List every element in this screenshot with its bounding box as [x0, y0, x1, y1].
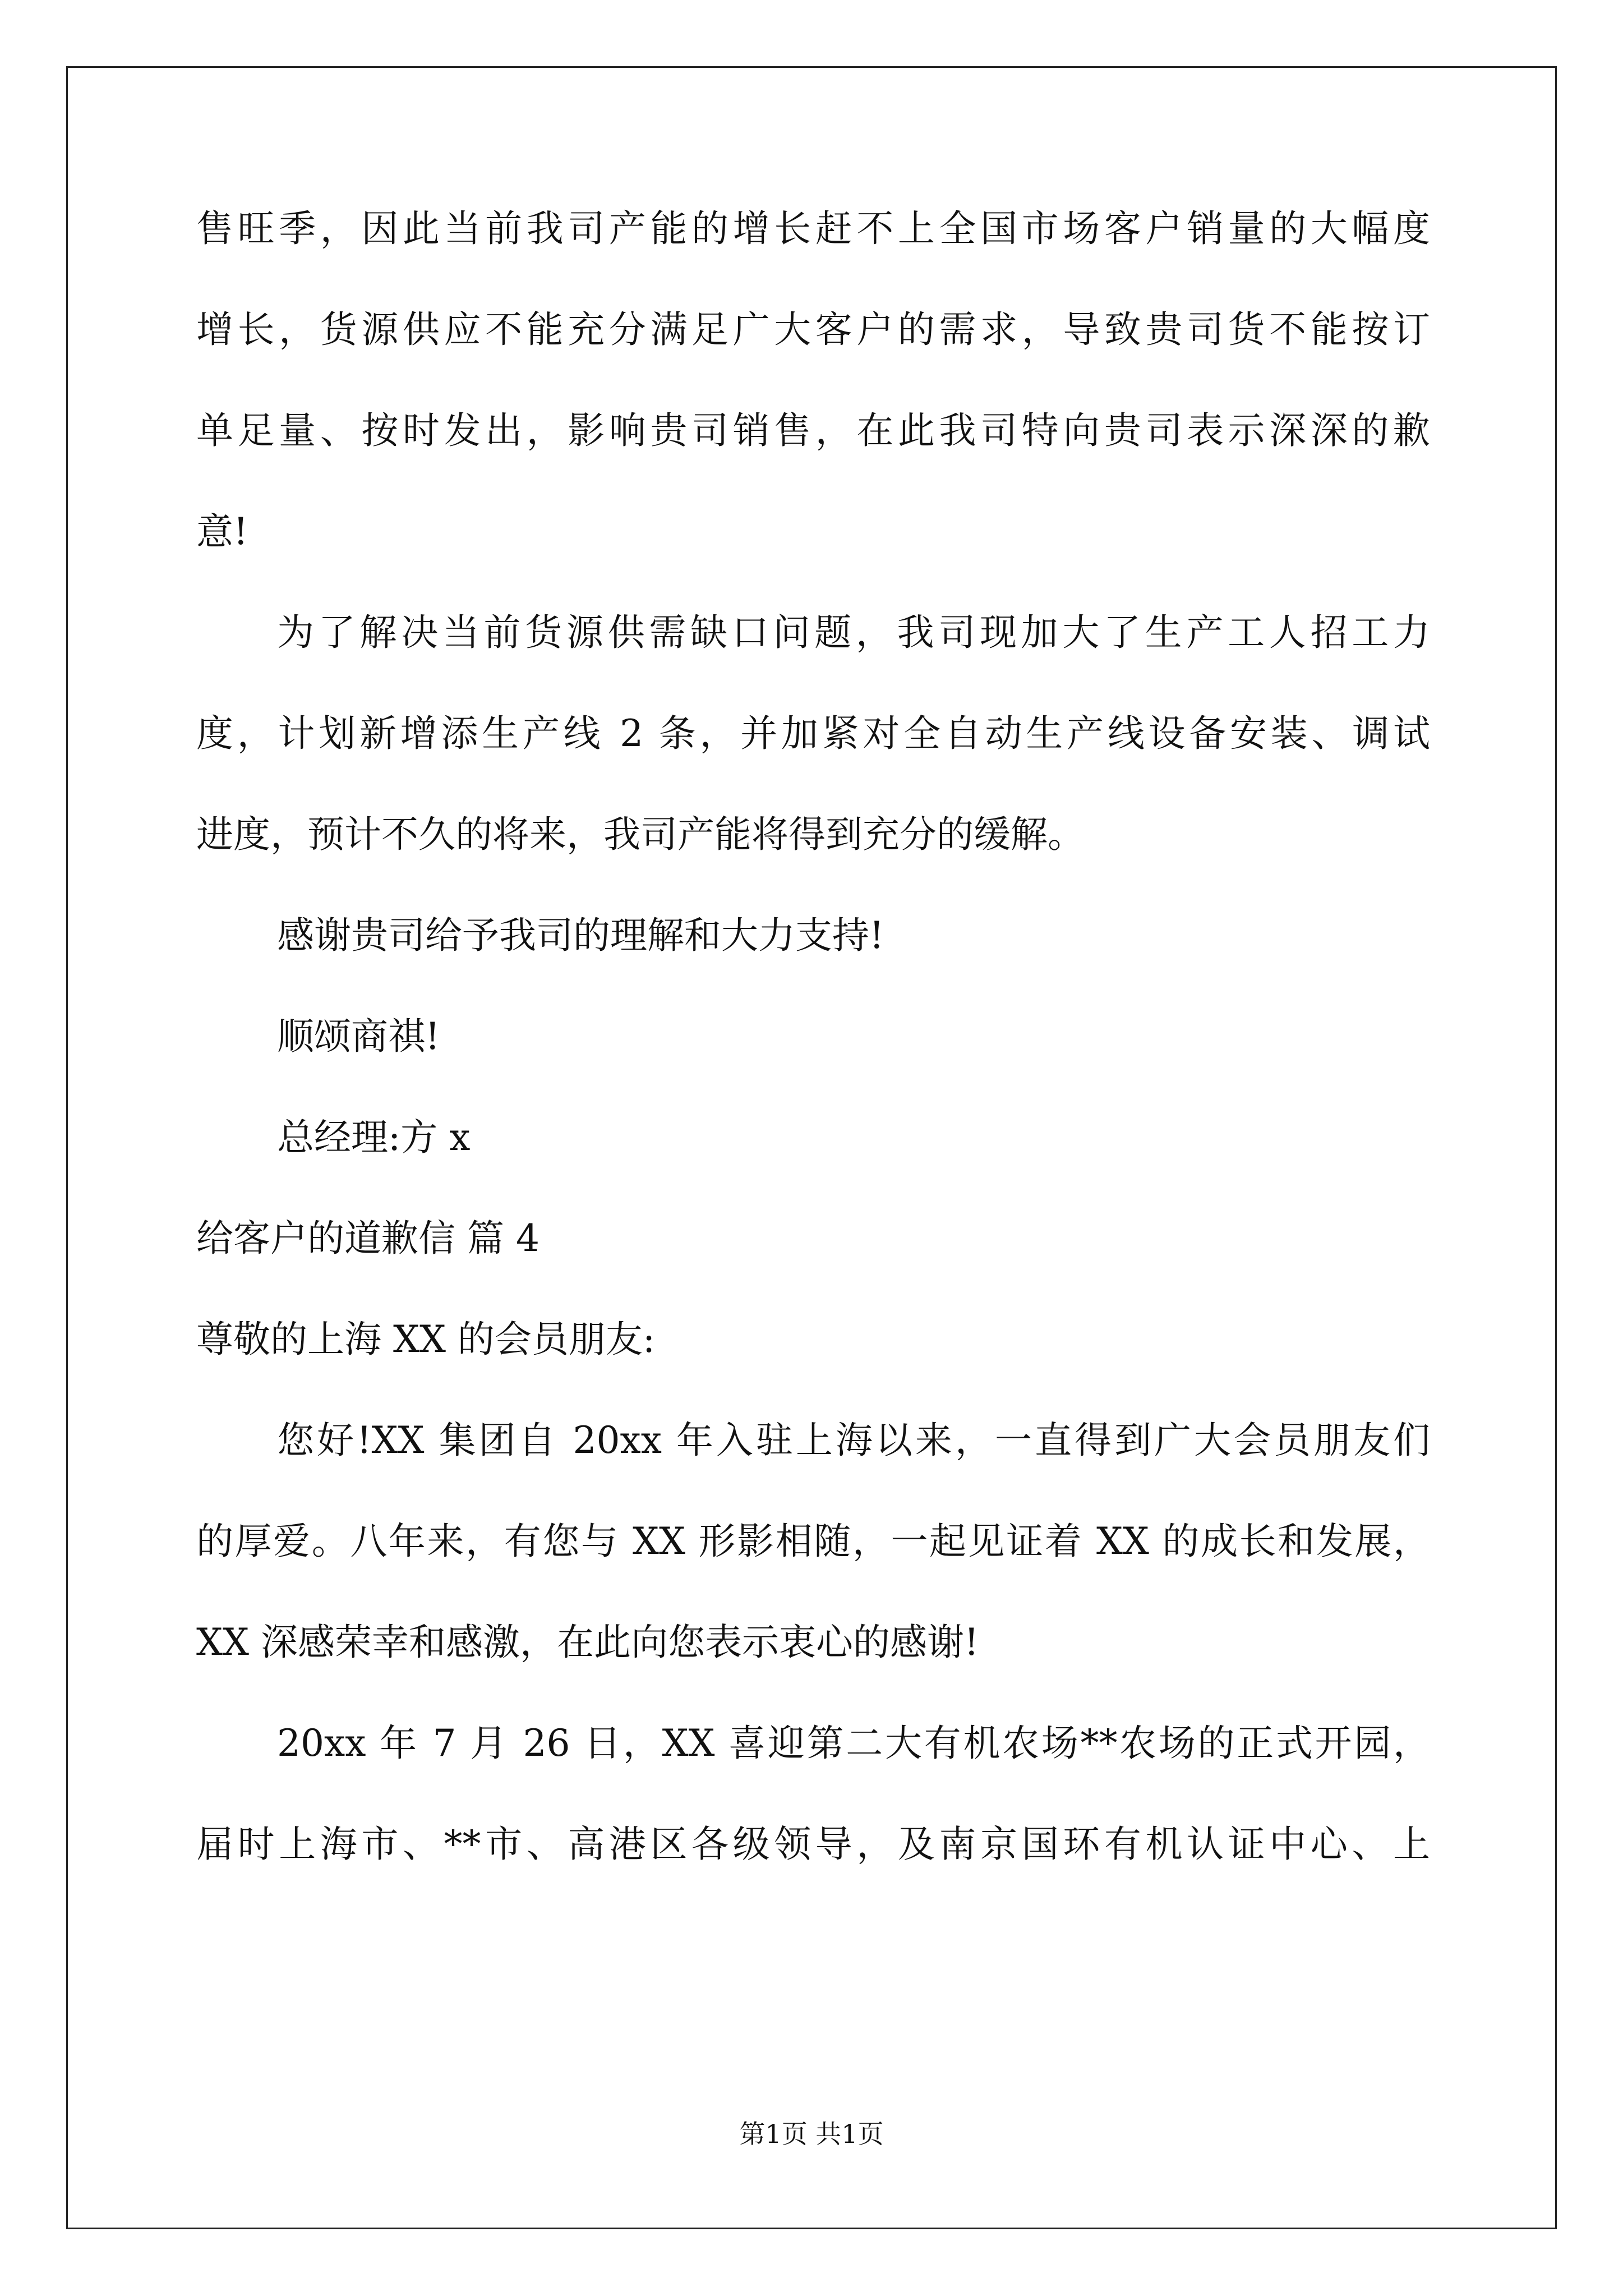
- closing-salutation: 顺颂商祺!: [277, 1015, 440, 1058]
- paragraph-line: 您好!XX 集团自 20xx 年入驻上海以来，一直得到广大会员朋友们: [277, 1419, 1430, 1462]
- paragraph-line: 进度，预计不久的将来，我司产能将得到充分的缓解。: [196, 813, 1085, 856]
- paragraph-line: 单足量、按时发出，影响贵司销售，在此我司特向贵司表示深深的歉: [196, 409, 1430, 452]
- signature-line: 总经理:方 x: [277, 1116, 471, 1159]
- section-heading: 给客户的道歉信 篇 4: [196, 1217, 540, 1260]
- paragraph-line: 感谢贵司给予我司的理解和大力支持!: [277, 914, 884, 957]
- paragraph-line: XX 深感荣幸和感激，在此向您表示衷心的感谢!: [196, 1621, 979, 1664]
- paragraph-line: 意!: [196, 510, 248, 553]
- paragraph-line: 的厚爱。八年来，有您与 XX 形影相随，一起见证着 XX 的成长和发展，: [196, 1520, 1430, 1563]
- paragraph-line: 为了解决当前货源供需缺口问题，我司现加大了生产工人招工力: [277, 611, 1430, 654]
- paragraph-line: 届时上海市、**市、高港区各级领导，及南京国环有机认证中心、上: [196, 1823, 1430, 1866]
- paragraph-line: 售旺季，因此当前我司产能的增长赶不上全国市场客户销量的大幅度: [196, 207, 1430, 250]
- paragraph-line: 20xx 年 7 月 26 日，XX 喜迎第二大有机农场**农场的正式开园，: [277, 1722, 1430, 1765]
- page-number-footer: 第1页 共1页: [739, 2119, 884, 2149]
- paragraph-line: 度，计划新增添生产线 2 条，并加紧对全自动生产线设备安装、调试: [196, 712, 1430, 755]
- greeting-line: 尊敬的上海 XX 的会员朋友:: [196, 1318, 656, 1361]
- paragraph-line: 增长，货源供应不能充分满足广大客户的需求，导致贵司货不能按订: [196, 308, 1430, 351]
